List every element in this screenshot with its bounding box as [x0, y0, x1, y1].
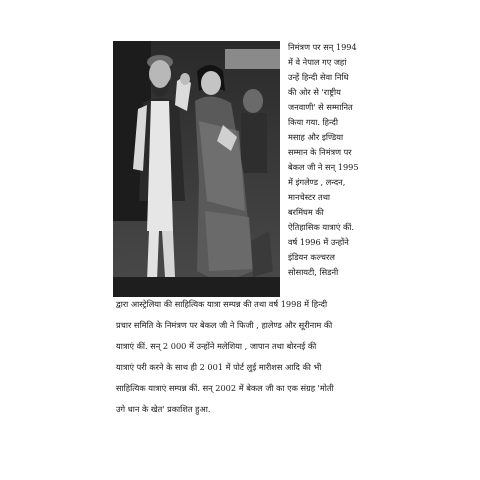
text-line: सम्मान के निमंत्रण पर	[288, 147, 352, 157]
text-line: जनवाणी' से सम्मानित	[288, 102, 353, 112]
text-line: मानचेस्टर तथा	[288, 192, 331, 202]
text-line: इंडियन कल्चरल	[288, 252, 335, 262]
text-line: किया गया. हिन्दी	[288, 117, 339, 127]
text-line: की ओर से 'राष्ट्रीय	[288, 87, 341, 97]
text-line: बेकल जी ने सन् 1995	[288, 162, 359, 172]
text-line: उन्हें हिन्दी सेवा निधि	[288, 72, 349, 82]
text-line: ऐतिहासिक यात्राएं कीं.	[288, 222, 354, 232]
full-width-paragraph	[116, 294, 372, 420]
photo-illustration	[113, 41, 280, 297]
text-line: निमंत्रण पर सन् 1994	[288, 42, 357, 52]
text-line: यात्राएं कीं. सन् 2 000 में उन्होंने मलेशिया , जापान तथा बोरनई की	[116, 341, 317, 351]
historical-photo	[113, 41, 280, 297]
text-line: बरमिंघम की	[288, 207, 324, 217]
text-line: साहित्यिक यात्राएं सम्पन्न कीं. सन् 2002 में बेकल जी का एक संग्रह 'मोती	[116, 383, 334, 393]
text-line: यात्राएं परी करने के साथ ही 2 001 में पोर्ट लुई मारीशस आदि की भी	[116, 362, 322, 372]
text-line: प्रचार समिति के निमंत्रण पर बेकल जी ने फिजी , हालेण्ड और सूरीनाम की	[116, 320, 333, 330]
text-line: में वे नेपाल गए जहां	[288, 57, 347, 67]
text-line: उगे धान के खेत' प्रकाशित हुआ.	[116, 404, 211, 414]
text-line: द्वारा आस्ट्रेलिया की साहित्यिक यात्रा सम्पन्न की तथा वर्ष 1998 में हिन्दी	[116, 299, 328, 309]
text-line: सोसायटी, सिडनी	[288, 267, 339, 277]
text-line: में इंगलेण्ड , लन्दन,	[288, 177, 346, 187]
text-line: वर्ष 1996 में उन्होंने	[288, 237, 349, 247]
side-column-text	[288, 40, 374, 280]
text-line: मसाह और इण्डिया	[288, 132, 344, 142]
